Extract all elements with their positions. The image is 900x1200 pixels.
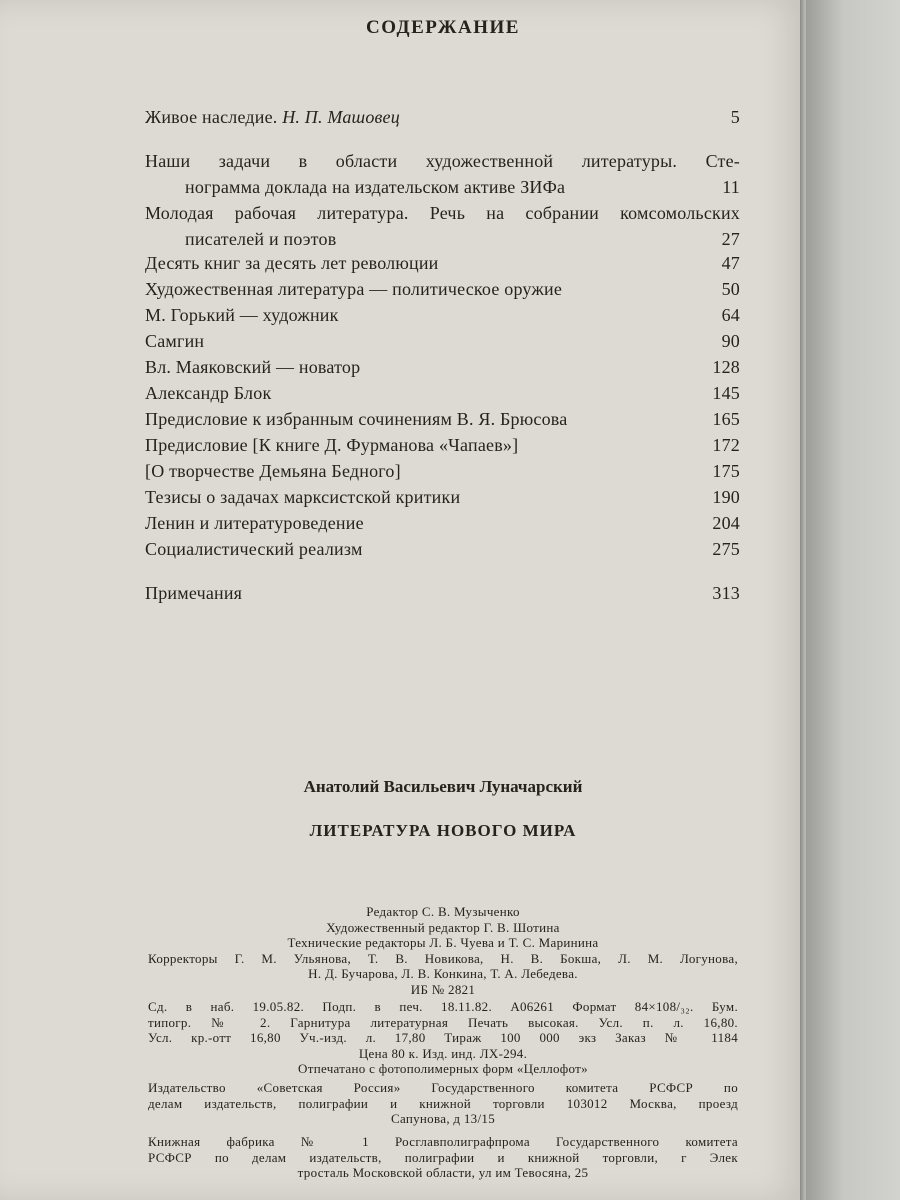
toc-item-page: 172	[712, 435, 740, 455]
toc-item	[145, 580, 740, 606]
imprint-line: ИБ № 2821	[410, 981, 476, 997]
toc-item	[145, 380, 740, 406]
toc-item	[145, 406, 740, 432]
contents-heading: СОДЕРЖАНИЕ	[366, 17, 520, 38]
toc-item-title: Художественная литература — политическое оружие	[145, 279, 563, 299]
toc-item	[145, 276, 740, 302]
imprint-line: делам издательств, полиграфии и книжной торговли 103012 Москва, проезд	[148, 1095, 738, 1111]
imprint-line: Усл. кр.-отт 16,80 Уч.-изд. л. 17,80 Тираж 100 000 экз Заказ № 1184	[148, 1030, 738, 1045]
toc-item-page: 313	[712, 583, 740, 603]
toc-item-page: 50	[721, 279, 740, 299]
toc-item	[145, 302, 740, 328]
toc-item	[145, 432, 740, 458]
toc-item-page: 27	[721, 229, 740, 249]
toc-item-title: Вл. Маяковский — новатор	[145, 357, 361, 377]
imprint-line: Технические редакторы Л. Б. Чуева и Т. С. Маринина	[287, 935, 599, 950]
toc-item-page: 128	[712, 357, 740, 377]
toc-item-title: Социалистический реализм	[145, 539, 363, 559]
toc-item-page: 204	[712, 513, 740, 533]
toc-item-title: Живое наследие.	[145, 107, 278, 127]
adjacent-page-edge	[806, 0, 900, 1200]
toc-item-title: [О творчестве Демьяна Бедного]	[145, 461, 401, 481]
toc-item	[145, 354, 740, 380]
toc-item-title: Александр Блок	[145, 383, 272, 403]
toc-item	[145, 458, 740, 484]
toc-item	[145, 250, 740, 276]
toc-item-title: Наши задачи в области художественной литературы. Сте-	[145, 151, 740, 171]
toc-item-page: 190	[712, 487, 740, 507]
toc-item-title: Ленин и литературоведение	[145, 513, 364, 533]
imprint-line: Цена 80 к. Изд. инд. ЛХ-294.	[358, 1045, 528, 1061]
toc-item	[145, 484, 740, 510]
toc-item-page: 11	[722, 177, 740, 197]
book-title: ЛИТЕРАТУРА НОВОГО МИРА	[309, 821, 577, 840]
toc-item-page: 275	[712, 539, 740, 559]
toc-item-page: 165	[712, 409, 740, 429]
toc-item-page: 47	[721, 253, 740, 273]
imprint-line: Книжная фабрика № 1 Росглавполиграфпрома Государственного комитета	[148, 1134, 738, 1149]
toc-item-title: М. Горький — художник	[145, 305, 339, 325]
toc-item-page: 175	[712, 461, 740, 481]
toc-item-page: 145	[712, 383, 740, 403]
toc-item-title: Тезисы о задачах марксистской критики	[145, 487, 461, 507]
imprint-line: Редактор С. В. Музыченко	[366, 904, 520, 919]
imprint-line: РСФСР по делам издательств, полиграфии и книжной торговли, г Элек	[148, 1149, 738, 1165]
toc-item	[145, 536, 740, 562]
toc-item	[145, 104, 740, 130]
toc-item	[145, 328, 740, 354]
toc-item-page: 64	[721, 305, 740, 325]
imprint-line: Н. Д. Бучарова, Л. В. Конкина, Т. А. Лебедева.	[308, 966, 578, 981]
toc-item-title: Примечания	[145, 583, 243, 603]
imprint-line: Сд. в наб. 19.05.82. Подп. в печ. 18.11.82. А06261 Формат 84×108/₃₂. Бум.	[148, 999, 738, 1014]
toc-item-title: Молодая рабочая литература. Речь на собрании комсомольских	[145, 203, 740, 223]
imprint-line: Сапунова, д 13/15	[391, 1111, 495, 1126]
imprint-line: типогр. № 2. Гарнитура литературная Печать высокая. Усл. п. л. 16,80.	[148, 1014, 738, 1030]
imprint-line: Отпечатано с фотополимерных форм «Целлофот»	[298, 1061, 588, 1076]
imprint-line: Корректоры Г. М. Ульянова, Т. В. Новикова, Н. В. Бокша, Л. М. Логунова,	[148, 950, 738, 966]
toc-item-title-continuation: писателей и поэтов	[185, 229, 337, 249]
toc-item-title: Десять книг за десять лет революции	[145, 253, 439, 273]
toc-item-title: Самгин	[145, 331, 205, 351]
toc-item-title: Предисловие [К книге Д. Фурманова «Чапаев»]	[145, 435, 519, 455]
toc-item-page: 90	[721, 331, 740, 351]
imprint-line: Издательство «Советская Россия» Государственного комитета РСФСР по	[148, 1080, 738, 1095]
toc-item-page: 5	[730, 107, 740, 127]
book-author: Анатолий Васильевич Луначарский	[303, 777, 583, 796]
toc-item	[145, 200, 740, 252]
toc-item-author: Н. П. Машовец	[282, 107, 400, 127]
toc-item-title-continuation: нограмма доклада на издательском активе ЗИФа	[185, 177, 566, 197]
toc-item	[145, 148, 740, 200]
imprint-line: Художественный редактор Г. В. Шотина	[326, 919, 560, 935]
toc-item-title: Предисловие к избранным сочинениям В. Я. Брюсова	[145, 409, 568, 429]
imprint-line: тросталь Московской области, ул им Тевосяна, 25	[297, 1165, 589, 1180]
toc-item	[145, 510, 740, 536]
